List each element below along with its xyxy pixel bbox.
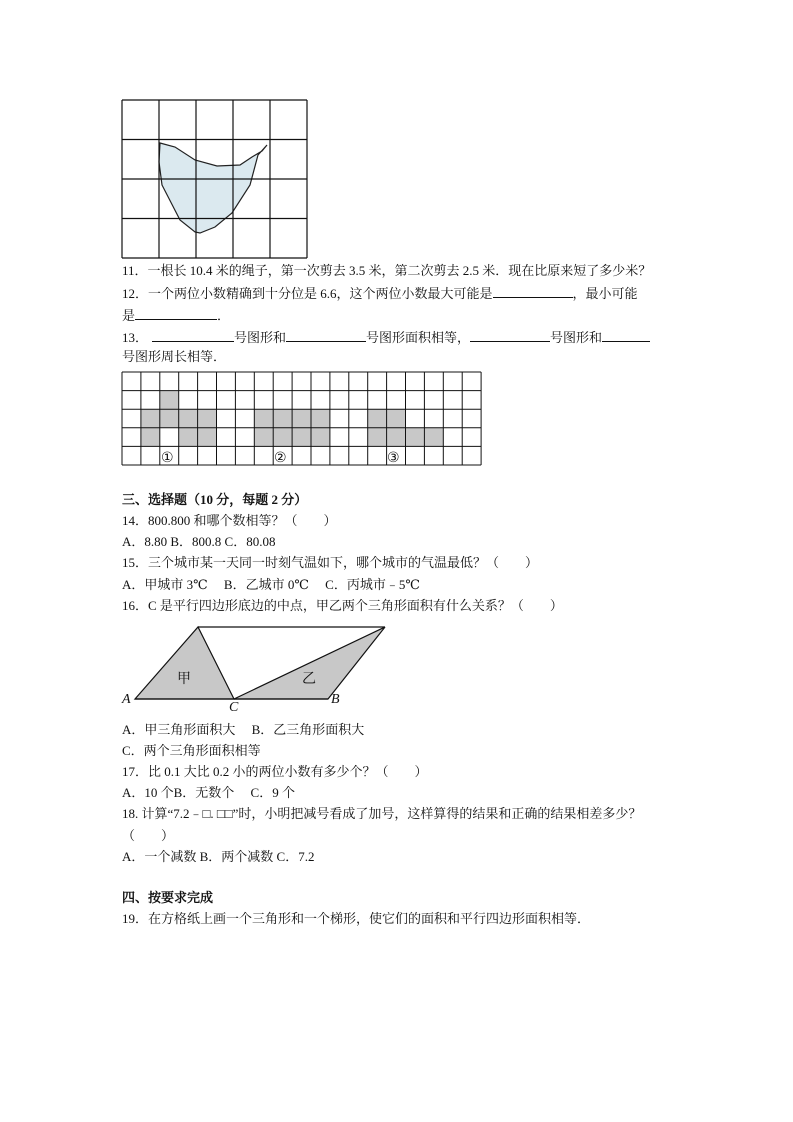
q17-options: A．10 个B．无数个 C．9 个 [122,785,295,800]
triangle-jia [135,627,234,699]
question-17: 17．比 0.1 大比 0.2 小的两位小数有多少个？（ ） [122,764,428,779]
q18-options: A．一个减数 B．两个减数 C．7.2 [122,849,315,864]
q18-paren: （ ） [122,828,175,843]
question-14: 14．800.800 和哪个数相等？（ ） [122,513,337,528]
q15-options: A．甲城市 3℃ B．乙城市 0℃ C．丙城市﹣5℃ [122,577,420,592]
shape-label-2: ② [274,450,287,466]
label-a: A [122,692,131,707]
label-jia: 甲 [177,672,191,687]
q12-text4: ． [217,308,231,323]
question-15: 15．三个城市某一天同一时刻气温如下，哪个城市的气温最低？（ ） [122,555,539,570]
q16-options-2: C．两个三角形面积相等 [122,743,261,758]
label-yi: 乙 [302,672,316,687]
q13-text: 号图形和 [550,330,603,345]
q12-text: 12．一个两位小数精确到十分位是 6.6，这个两位小数最大可能是 [122,286,493,301]
question-11: 11．一根长 10.4 米的绳子，第一次剪去 3.5 米，第二次剪去 2.5 米．现在比原来短了多少米？ [122,263,652,278]
section-3-heading: 三、选择题（10 分，每题 2 分） [122,492,308,507]
q13-text: 号图形和 [234,330,287,345]
q13-number: 13． [122,330,149,345]
shape-label-1: ① [161,450,174,466]
label-c: C [229,700,239,715]
q12-text3: 是 [122,308,136,323]
triangle-yi [234,627,385,699]
label-b: B [331,692,340,707]
question-18: 18. 计算“7.2﹣□. □□”时，小明把减号看成了加号，这样算得的结果和正确的结果相差多少？ [122,806,642,821]
question-16: 16．C 是平行四边形底边的中点，甲乙两个三角形面积有什么关系？（ ） [122,598,563,613]
question-19: 19．在方格纸上画一个三角形和一个梯形，使它们的面积和平行四边形面积相等． [122,911,591,926]
shape-label-3: ③ [387,450,400,466]
q14-options: A．8.80 B．800.8 C．80.08 [122,534,276,549]
q13-text: 号图形面积相等， [366,330,471,345]
q13-cont: 号图形周长相等． [122,349,227,364]
section-4-heading: 四、按要求完成 [122,890,214,905]
q16-options-1: A．甲三角形面积大 B．乙三角形面积大 [122,722,365,737]
q12-text2: ，最小可能 [572,286,638,301]
